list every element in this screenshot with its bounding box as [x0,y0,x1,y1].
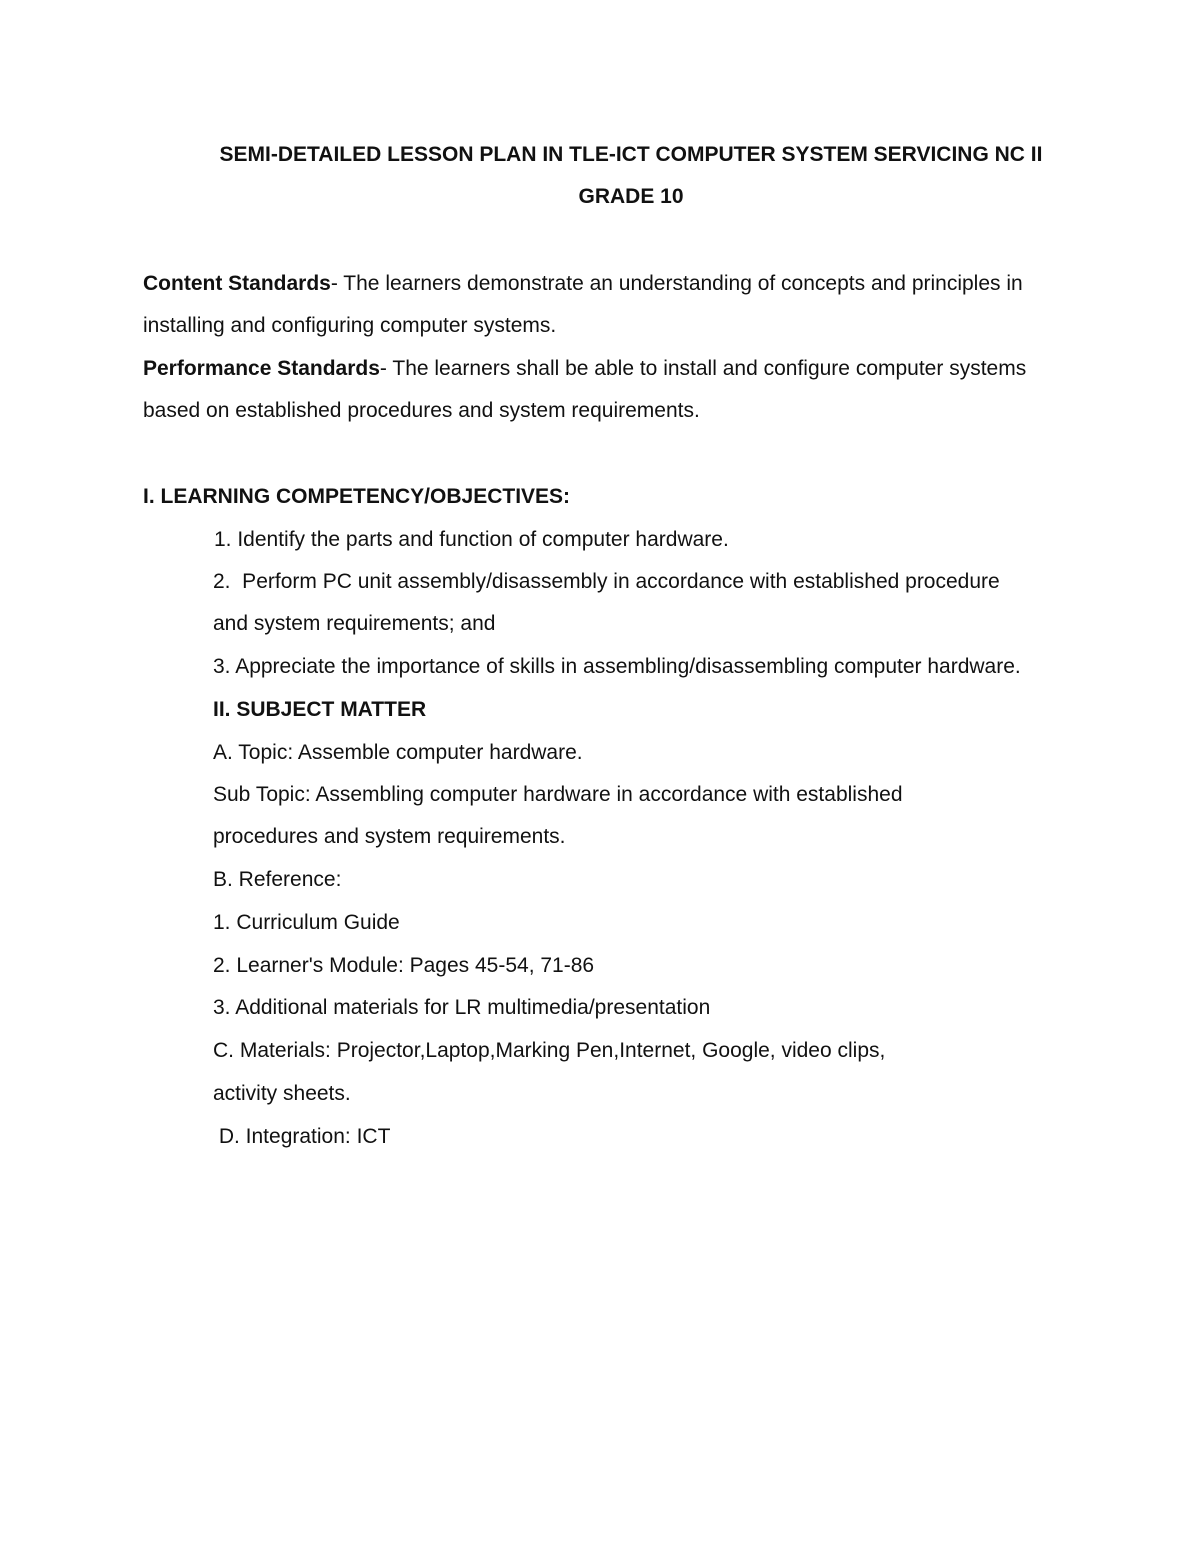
grade-level: GRADE 10 [578,185,684,208]
performance-standards [143,355,1026,383]
materials-line-continued: activity sheets. [213,1082,351,1105]
objective-item: 2. Perform PC unit assembly/disassembly in accordance with established procedure [213,570,1000,593]
content-standards-text-continued: installing and configuring computer systems. [143,314,557,337]
objectives-heading: I. LEARNING COMPETENCY/OBJECTIVES: [143,485,571,508]
reference-item: 1. Curriculum Guide [213,911,400,934]
materials-line: C. Materials: Projector,Laptop,Marking Pen,Internet, Google, video clips, [213,1039,886,1062]
objective-item: 3. Appreciate the importance of skills in assembling/disassembling computer hardware. [213,655,1021,678]
subtopic-line-continued: procedures and system requirements. [213,825,566,848]
integration-line: D. Integration: ICT [213,1125,391,1148]
reference-item: 2. Learner's Module: Pages 45-54, 71-86 [213,954,595,977]
content-standards [143,270,1023,298]
performance-standards-text: - The learners shall be able to install and configure computer systems [379,357,1027,380]
content-standards-label: Content Standards [143,272,331,295]
performance-standards-label: Performance Standards [143,357,380,380]
subtopic-line: Sub Topic: Assembling computer hardware in accordance with established [213,783,903,806]
document-title: SEMI-DETAILED LESSON PLAN IN TLE-ICT COMPUTER SYSTEM SERVICING NC II [219,143,1043,166]
objective-item: 1. Identify the parts and function of computer hardware. [214,528,729,551]
content-standards-text: - The learners demonstrate an understanding of concepts and principles in [330,272,1023,295]
topic-line: A. Topic: Assemble computer hardware. [213,741,583,764]
reference-heading: B. Reference: [213,868,342,891]
performance-standards-text-continued: based on established procedures and system requirements. [143,399,700,422]
subject-matter-heading: II. SUBJECT MATTER [213,698,427,721]
objective-item-continued: and system requirements; and [213,612,496,635]
reference-item: 3. Additional materials for LR multimedia/presentation [213,996,711,1019]
